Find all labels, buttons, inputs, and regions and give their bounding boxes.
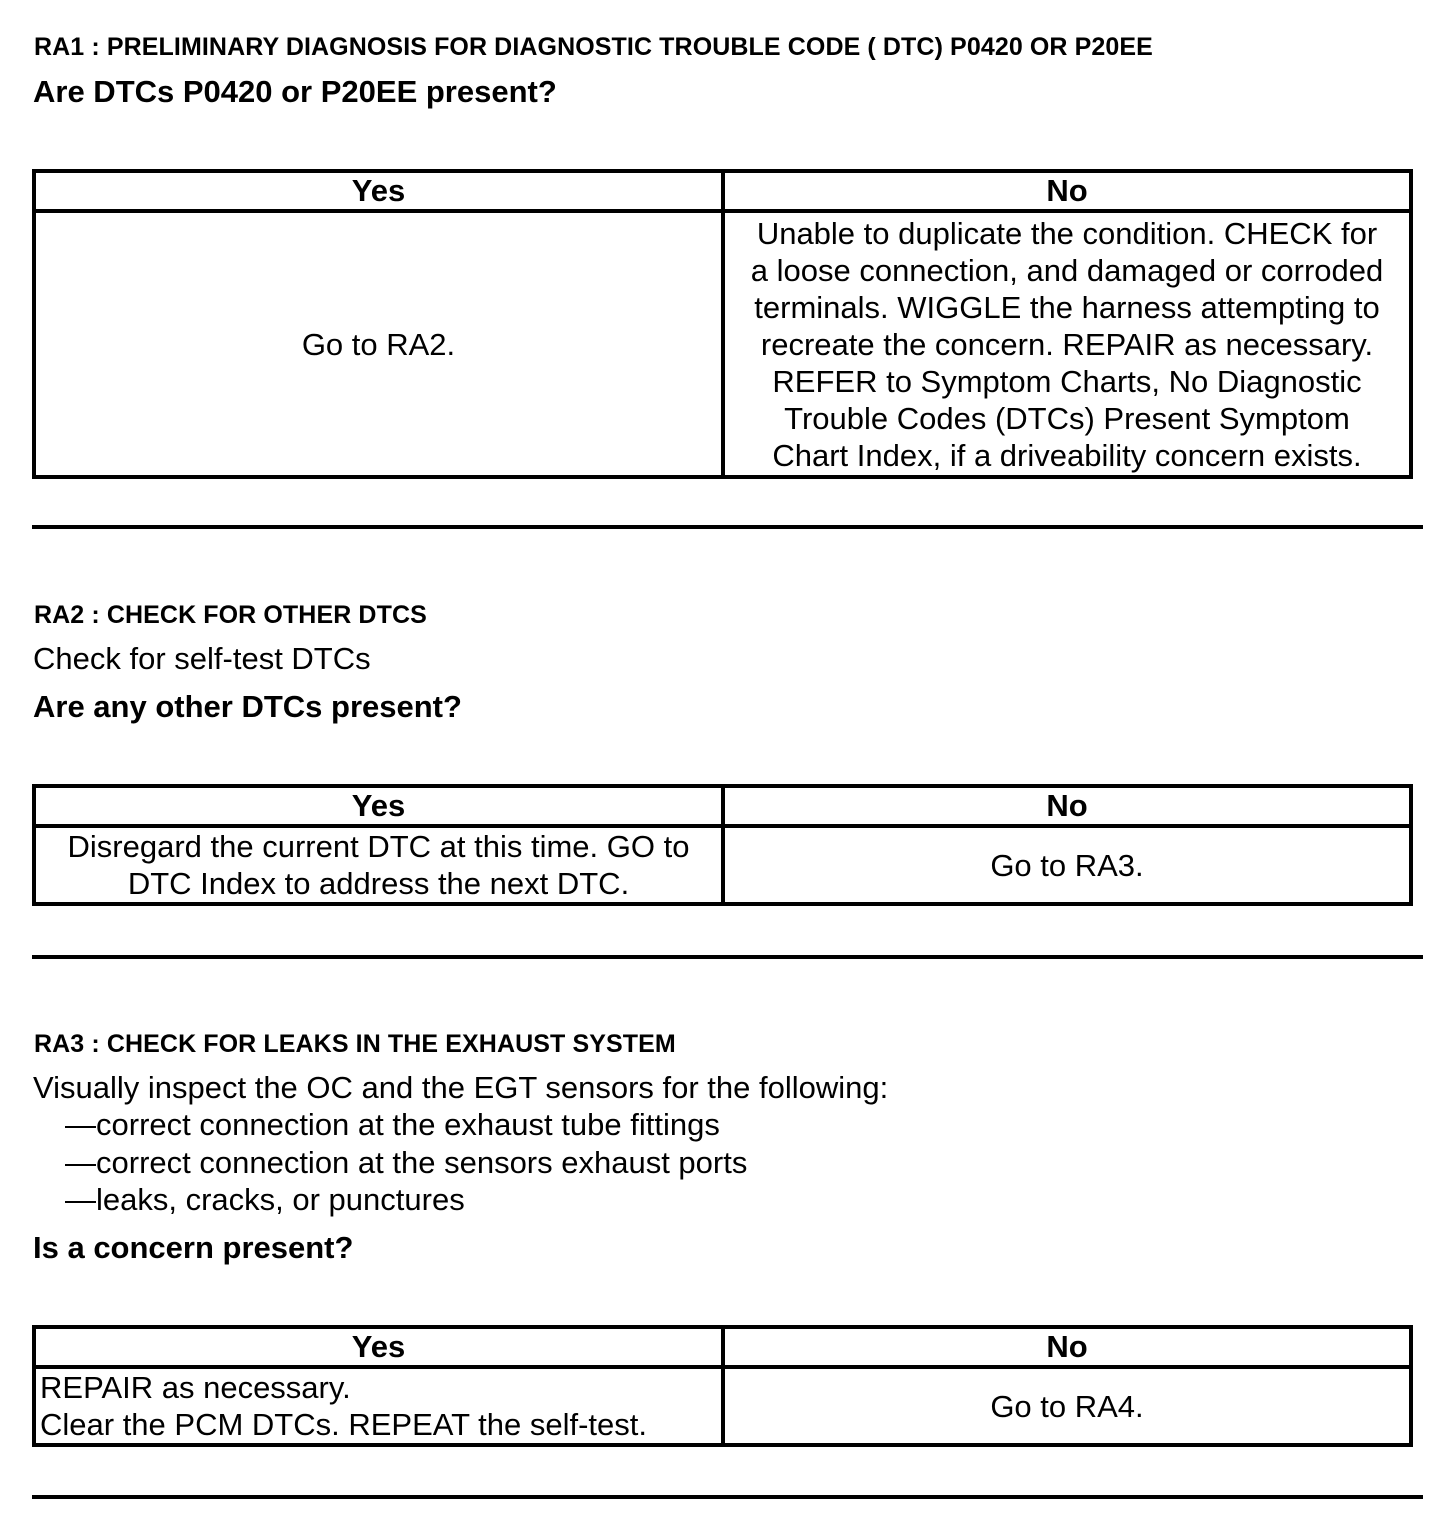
ra3-decision-table xyxy=(32,1325,1413,1447)
ra1-no-action xyxy=(723,211,1411,477)
ra1-yes-header: Yes xyxy=(34,171,723,211)
ra2-yes-action-line: Disregard the current DTC at this time. GO to xyxy=(67,829,690,864)
ra2-yes-header: Yes xyxy=(34,786,723,826)
ra1-no-action-line: Chart Index, if a driveability concern exists. xyxy=(772,437,1362,473)
ra1-yes-action: Go to RA2. xyxy=(34,211,723,477)
ra2-no-header: No xyxy=(723,786,1411,826)
ra3-yes-action xyxy=(34,1367,723,1445)
ra3-no-action: Go to RA4. xyxy=(723,1367,1411,1445)
ra1-step-title: RA1 : PRELIMINARY DIAGNOSIS FOR DIAGNOSTIC TROUBLE CODE ( DTC) P0420 OR P20EE xyxy=(34,33,1153,61)
ra3-yes-action-line: REPAIR as necessary. xyxy=(40,1370,351,1405)
ra2-decision-table xyxy=(32,784,1413,906)
ra2-yes-action-line: DTC Index to address the next DTC. xyxy=(127,866,630,901)
ra3-instruction: Visually inspect the OC and the EGT sensors for the following: xyxy=(33,1070,889,1105)
section-divider xyxy=(32,1495,1423,1499)
ra3-step-title: RA3 : CHECK FOR LEAKS IN THE EXHAUST SYSTEM xyxy=(34,1030,676,1058)
ra1-decision-table xyxy=(32,169,1413,479)
ra2-no-action: Go to RA3. xyxy=(723,826,1411,904)
ra1-no-header: No xyxy=(723,171,1411,211)
ra1-no-action-line: Trouble Codes (DTCs) Present Symptom xyxy=(784,400,1350,436)
ra2-instruction: Check for self-test DTCs xyxy=(33,641,371,676)
ra2-step-title: RA2 : CHECK FOR OTHER DTCS xyxy=(34,601,427,629)
ra3-checklist xyxy=(33,1106,747,1219)
ra3-yes-header: Yes xyxy=(34,1327,723,1367)
ra3-checklist-item: —correct connection at the exhaust tube fittings xyxy=(65,1107,720,1142)
ra1-no-action-line: REFER to Symptom Charts, No Diagnostic xyxy=(772,363,1362,399)
ra2-yes-action xyxy=(34,826,723,904)
ra1-no-action-line: Unable to duplicate the condition. CHECK for xyxy=(756,215,1378,251)
section-divider xyxy=(32,955,1423,959)
ra2-question: Are any other DTCs present? xyxy=(33,689,462,724)
ra1-no-action-line: a loose connection, and damaged or corroded xyxy=(750,252,1384,288)
ra1-no-action-line: recreate the concern. REPAIR as necessary. xyxy=(760,326,1374,362)
ra1-no-action-line: terminals. WIGGLE the harness attempting to xyxy=(754,289,1380,325)
ra1-question: Are DTCs P0420 or P20EE present? xyxy=(33,74,557,109)
ra3-no-header: No xyxy=(723,1327,1411,1367)
ra3-checklist-item: —leaks, cracks, or punctures xyxy=(65,1182,465,1217)
ra3-checklist-item: —correct connection at the sensors exhaust ports xyxy=(65,1144,748,1180)
ra3-yes-action-line: Clear the PCM DTCs. REPEAT the self-test. xyxy=(40,1407,647,1442)
ra3-question: Is a concern present? xyxy=(33,1230,354,1265)
section-divider xyxy=(32,525,1423,529)
